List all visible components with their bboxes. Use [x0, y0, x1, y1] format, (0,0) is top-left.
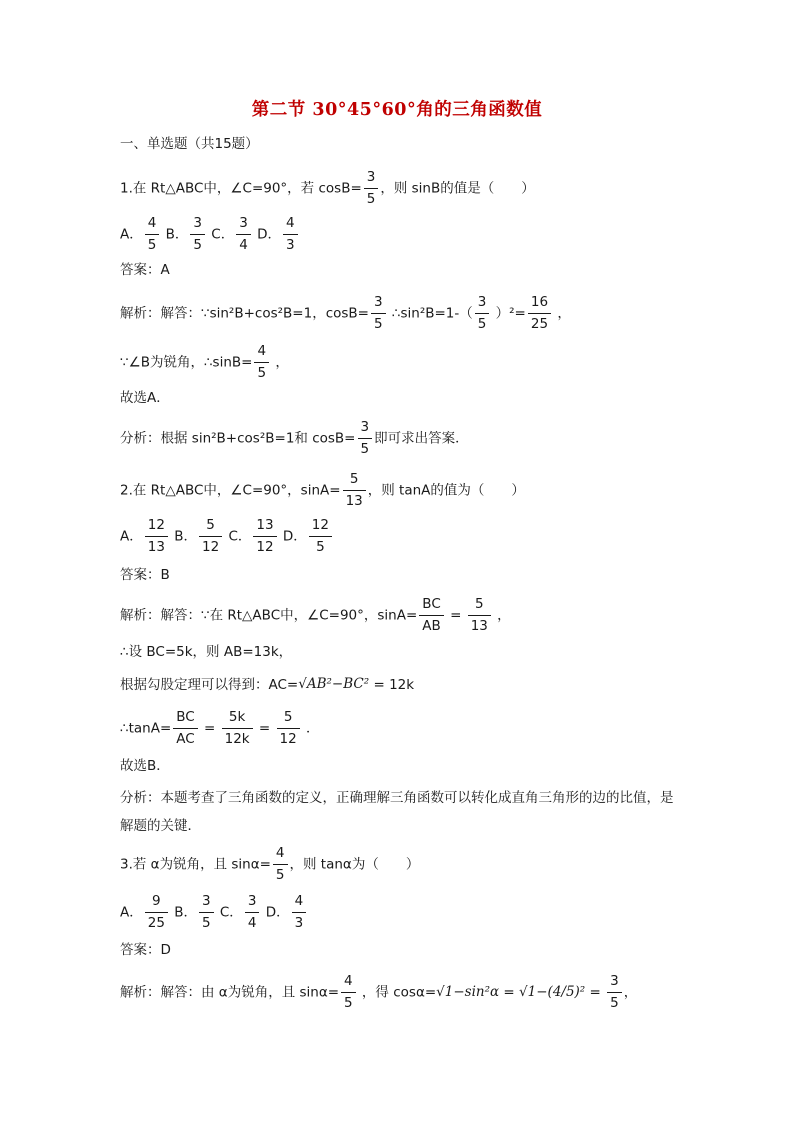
q1-analysis [120, 420, 469, 457]
fraction [292, 894, 307, 931]
fraction [358, 420, 373, 457]
fraction [173, 710, 197, 747]
text-run: 分析：根据 sin²B+cos²B=1和 cosB= [120, 430, 356, 447]
text-run: 解析：解答：∵sin²B+cos²B=1，cosB= [120, 305, 369, 322]
fraction [254, 344, 269, 381]
text-run: = [585, 984, 606, 1001]
text-run: C． [224, 528, 252, 545]
text-run: = [445, 607, 466, 624]
fraction-denominator: 13 [147, 538, 165, 555]
text-run: 3.若 α为锐角，且 sinα= [120, 856, 271, 873]
square-root-expression: √1−sin²α [436, 983, 500, 1000]
q1-solution-line3: 故选A． [120, 390, 170, 406]
text-run: D． [252, 226, 281, 243]
fraction [273, 846, 288, 883]
fraction-numerator: 3 [358, 420, 373, 439]
square-root-expression: √AB²−BC² [298, 676, 370, 692]
fraction-numerator: 16 [528, 295, 551, 314]
q2-solution-line2: ∴设 BC=5k，则 AB=13k， [120, 644, 293, 660]
fraction-numerator: 3 [371, 295, 386, 314]
fraction-numerator: 5k [222, 710, 253, 729]
text-run: B． [161, 226, 189, 243]
fraction [145, 216, 160, 253]
fraction [199, 518, 222, 555]
text-run: ， [271, 354, 289, 371]
fraction [607, 974, 622, 1011]
text-run: 1.在 Rt△ABC中，∠C=90°，若 cosB= [120, 180, 362, 197]
square-root-expression: √1−(4/5)² [519, 983, 586, 1000]
q1-solution-line2 [120, 344, 289, 381]
text-run: ， [553, 305, 571, 322]
fraction-numerator: BC [173, 710, 197, 729]
fraction-denominator: 12 [256, 538, 274, 555]
fraction-numerator: 12 [145, 518, 168, 537]
fraction-denominator: 13 [470, 617, 488, 634]
fraction-numerator: 5 [468, 597, 491, 616]
text-run: ，则 tanA的值为（ ） [367, 482, 525, 499]
fraction-numerator: 3 [475, 295, 490, 314]
q3-solution-line1 [120, 974, 637, 1011]
fraction-numerator: 4 [145, 216, 160, 235]
fraction-denominator: 5 [275, 866, 285, 883]
q2-solution-line3 [120, 678, 414, 692]
text-run: = [499, 984, 520, 1001]
fraction-numerator: 13 [253, 518, 276, 537]
fraction-numerator: 5 [343, 472, 366, 491]
text-run: B． [169, 528, 197, 545]
fraction [475, 295, 490, 332]
text-run: ， [623, 984, 638, 1001]
q3-answer: 答案：D [120, 942, 171, 958]
text-run: C． [215, 904, 243, 921]
fraction [341, 974, 356, 1011]
text-run: = [254, 720, 275, 737]
fraction [245, 894, 260, 931]
fraction-denominator: 5 [344, 994, 353, 1011]
fraction [199, 894, 214, 931]
fraction-numerator: 3 [190, 216, 205, 235]
fraction-numerator: 5 [277, 710, 300, 729]
q2-options [120, 518, 334, 555]
fraction-numerator: 3 [364, 170, 379, 189]
fraction-numerator: 9 [145, 894, 168, 913]
fraction-denominator: 3 [286, 236, 295, 253]
q3-options [120, 894, 308, 931]
text-run: A． [120, 528, 143, 545]
fraction-numerator: 4 [341, 974, 356, 993]
text-run: ∵∠B为锐角，∴sinB= [120, 354, 253, 371]
text-run: ，则 tanα为（ ） [289, 856, 420, 873]
fraction-denominator: 5 [374, 315, 383, 332]
text-run: = [199, 720, 220, 737]
text-run: ， [492, 607, 511, 624]
fraction-denominator: 13 [345, 492, 363, 509]
fraction-denominator: 5 [360, 440, 370, 457]
fraction [419, 597, 444, 634]
text-run: D． [278, 528, 307, 545]
section-heading: 一、单选题（共15题） [120, 136, 259, 152]
fraction-denominator: 25 [147, 914, 165, 931]
fraction [145, 894, 168, 931]
fraction-denominator: 5 [316, 538, 325, 555]
fraction-denominator: 4 [247, 914, 257, 931]
q2-answer: 答案：B [120, 567, 170, 583]
fraction-denominator: AC [176, 730, 195, 747]
text-run: A． [120, 904, 143, 921]
fraction-denominator: 12 [202, 538, 220, 555]
fraction-numerator: 4 [283, 216, 298, 235]
fraction [364, 170, 379, 207]
q2-analysis: 分析：本题考查了三角函数的定义，正确理解三角函数可以转化成直角三角形的边的比值，是解题的关键． [120, 790, 674, 834]
fraction [145, 518, 168, 555]
page-title: 第二节 30°45°60°角的三角函数值 [251, 100, 543, 120]
fraction-denominator: 5 [193, 236, 202, 253]
fraction [253, 518, 276, 555]
fraction-denominator: 5 [257, 364, 267, 381]
fraction-numerator: 3 [236, 216, 251, 235]
fraction-denominator: 5 [610, 994, 619, 1011]
text-run: ∴sin²B=1-（ [387, 305, 473, 322]
text-run: B． [169, 904, 197, 921]
text-run: ）²= [491, 305, 526, 322]
q1-options [120, 216, 300, 253]
q2-solution-line1 [120, 597, 511, 634]
fraction [468, 597, 491, 634]
fraction [309, 518, 332, 555]
text-run: ∴tanA= [120, 720, 172, 737]
fraction-denominator: 5 [147, 236, 157, 253]
text-run: D． [261, 904, 290, 921]
q1-answer: 答案：A [120, 262, 170, 278]
text-run: ，得 cosα= [357, 984, 437, 1001]
fraction-denominator: 5 [477, 315, 487, 332]
fraction-denominator: 25 [530, 315, 549, 332]
fraction-numerator: 4 [254, 344, 269, 363]
fraction-numerator: 3 [607, 974, 622, 993]
text-run: C． [207, 226, 235, 243]
text-run: 根据勾股定理可以得到：AC= [120, 676, 299, 693]
fraction-numerator: 3 [199, 894, 214, 913]
q2-solution-line4 [120, 710, 320, 747]
text-run: A． [120, 226, 143, 243]
fraction [190, 216, 205, 253]
q1-solution-line1 [120, 295, 571, 332]
fraction [283, 216, 298, 253]
fraction-numerator: 12 [309, 518, 332, 537]
fraction-numerator: 5 [199, 518, 222, 537]
text-run: ，则 sinB的值是（ ） [380, 180, 535, 197]
text-run: 解析：解答：由 α为锐角，且 sinα= [120, 984, 340, 1001]
fraction [236, 216, 251, 253]
fraction [371, 295, 386, 332]
fraction-denominator: 12k [224, 730, 250, 747]
q1-stem [120, 170, 535, 207]
fraction [528, 295, 551, 332]
text-run: 2.在 Rt△ABC中，∠C=90°，sinA= [120, 482, 341, 499]
fraction-denominator: 12 [279, 730, 297, 747]
fraction-denominator: 3 [294, 914, 304, 931]
q3-stem [120, 846, 419, 883]
fraction-numerator: 4 [292, 894, 307, 913]
q2-stem [120, 472, 525, 509]
fraction [343, 472, 366, 509]
q2-solution-line5: 故选B． [120, 758, 170, 774]
fraction-numerator: 4 [273, 846, 288, 865]
fraction-numerator: 3 [245, 894, 260, 913]
fraction-denominator: 5 [202, 914, 211, 931]
fraction-numerator: BC [419, 597, 444, 616]
fraction [222, 710, 253, 747]
fraction-denominator: 5 [366, 190, 376, 207]
text-run: 解析：解答：∵在 Rt△ABC中，∠C=90°，sinA= [120, 607, 418, 624]
fraction-denominator: AB [422, 617, 441, 634]
text-run: 即可求出答案． [374, 430, 469, 447]
fraction-denominator: 4 [239, 236, 248, 253]
fraction [277, 710, 300, 747]
text-run: ． [301, 720, 320, 737]
text-run: = 12k [369, 676, 415, 693]
